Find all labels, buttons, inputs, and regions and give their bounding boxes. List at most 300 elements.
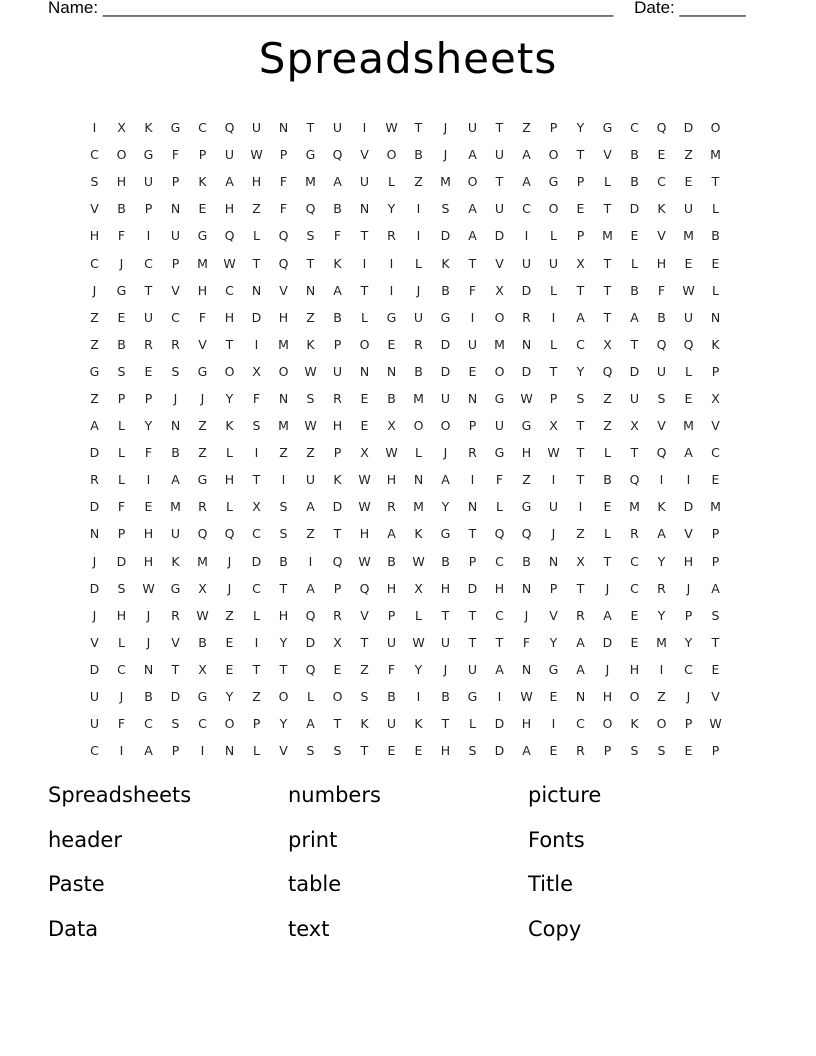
- grid-letter: C: [630, 120, 639, 136]
- grid-letter: Q: [656, 336, 667, 352]
- grid-letter: O: [548, 147, 559, 163]
- grid-letter: D: [494, 743, 505, 759]
- grid-letter: K: [711, 336, 720, 352]
- grid-letter: E: [549, 689, 558, 705]
- grid-letter: M: [278, 418, 289, 434]
- grid-letter: X: [495, 282, 504, 298]
- grid-letter: V: [279, 282, 288, 298]
- grid-letter: C: [198, 120, 207, 136]
- grid-letter: K: [333, 255, 342, 271]
- grid-letter: L: [712, 282, 719, 298]
- grid-letter: D: [116, 553, 127, 569]
- grid-letter: H: [278, 607, 289, 623]
- grid-letter: L: [226, 499, 233, 515]
- grid-letter: C: [252, 580, 261, 596]
- grid-letter: R: [144, 336, 153, 352]
- grid-letter: D: [521, 363, 532, 379]
- word-list-item: numbers: [288, 783, 381, 807]
- grid-letter: M: [170, 499, 181, 515]
- grid-letter: T: [144, 282, 153, 298]
- grid-letter: R: [171, 336, 180, 352]
- grid-letter: A: [711, 580, 720, 596]
- grid-letter: W: [547, 445, 560, 461]
- grid-letter: T: [630, 445, 639, 461]
- grid-letter: Q: [359, 580, 370, 596]
- grid-letter: J: [416, 282, 421, 298]
- grid-letter: D: [440, 363, 451, 379]
- grid-letter: E: [144, 363, 153, 379]
- grid-letter: T: [576, 472, 585, 488]
- grid-letter: S: [333, 743, 342, 759]
- grid-letter: T: [603, 282, 612, 298]
- grid-letter: P: [684, 607, 693, 623]
- grid-letter: C: [576, 716, 585, 732]
- grid-letter: B: [441, 553, 450, 569]
- grid-letter: U: [629, 390, 640, 406]
- grid-letter: C: [90, 147, 99, 163]
- grid-letter: G: [170, 120, 181, 136]
- grid-letter: G: [305, 147, 316, 163]
- grid-letter: M: [305, 174, 316, 190]
- grid-letter: Q: [332, 147, 343, 163]
- grid-letter: K: [441, 255, 450, 271]
- grid-letter: G: [440, 526, 451, 542]
- grid-letter: W: [412, 634, 425, 650]
- grid-letter: P: [333, 336, 342, 352]
- grid-letter: D: [494, 228, 505, 244]
- grid-letter: R: [522, 309, 531, 325]
- grid-letter: L: [361, 309, 368, 325]
- grid-letter: U: [494, 201, 505, 217]
- word-list-item: Data: [48, 916, 99, 941]
- grid-letter: A: [90, 418, 99, 434]
- grid-letter: P: [117, 390, 126, 406]
- grid-letter: W: [142, 580, 155, 596]
- grid-letter: Y: [225, 390, 234, 406]
- grid-letter: E: [684, 390, 693, 406]
- grid-letter: X: [198, 661, 207, 677]
- grid-letter: C: [252, 526, 261, 542]
- grid-letter: A: [495, 661, 504, 677]
- grid-letter: A: [333, 174, 342, 190]
- grid-letter: W: [358, 472, 371, 488]
- grid-letter: D: [683, 499, 694, 515]
- grid-letter: Q: [305, 607, 316, 623]
- grid-letter: U: [467, 336, 478, 352]
- grid-letter: D: [89, 499, 100, 515]
- grid-letter: U: [521, 255, 532, 271]
- grid-letter: J: [173, 390, 178, 406]
- grid-letter: X: [252, 363, 261, 379]
- grid-letter: N: [521, 661, 532, 677]
- grid-letter: T: [360, 228, 369, 244]
- grid-letter: P: [684, 716, 693, 732]
- grid-letter: A: [684, 445, 693, 461]
- grid-letter: N: [386, 363, 397, 379]
- grid-letter: H: [359, 526, 370, 542]
- grid-letter: B: [630, 147, 639, 163]
- grid-letter: M: [197, 553, 208, 569]
- grid-letter: W: [196, 607, 209, 623]
- grid-letter: J: [443, 661, 448, 677]
- grid-letter: S: [360, 689, 369, 705]
- grid-letter: X: [117, 120, 126, 136]
- grid-letter: Q: [305, 201, 316, 217]
- grid-letter: L: [253, 743, 260, 759]
- grid-letter: W: [223, 255, 236, 271]
- grid-letter: A: [306, 580, 315, 596]
- grid-letter: N: [521, 336, 532, 352]
- grid-letter: I: [254, 336, 259, 352]
- grid-letter: J: [443, 120, 448, 136]
- grid-letter: O: [494, 363, 505, 379]
- grid-letter: B: [387, 689, 396, 705]
- grid-letter: I: [524, 228, 529, 244]
- word-list-item: Fonts: [528, 827, 585, 852]
- grid-letter: N: [548, 553, 559, 569]
- grid-letter: E: [225, 634, 234, 650]
- grid-letter: Q: [305, 661, 316, 677]
- grid-letter: T: [333, 716, 342, 732]
- name-blank: ______________________________________________________: [102, 0, 614, 17]
- grid-letter: K: [414, 716, 423, 732]
- grid-letter: A: [522, 147, 531, 163]
- grid-letter: T: [468, 634, 477, 650]
- grid-letter: U: [170, 526, 181, 542]
- grid-letter: S: [117, 363, 126, 379]
- grid-letter: G: [197, 228, 208, 244]
- grid-letter: V: [657, 418, 666, 434]
- grid-letter: E: [576, 201, 585, 217]
- grid-letter: E: [630, 634, 639, 650]
- grid-letter: V: [198, 336, 207, 352]
- grid-letter: L: [415, 255, 422, 271]
- word-list-item: Copy: [528, 916, 582, 941]
- grid-letter: Q: [656, 120, 667, 136]
- grid-letter: B: [603, 472, 612, 488]
- grid-letter: S: [306, 390, 315, 406]
- grid-letter: G: [440, 309, 451, 325]
- grid-letter: M: [683, 418, 694, 434]
- grid-letter: V: [549, 607, 558, 623]
- grid-letter: J: [200, 390, 205, 406]
- grid-letter: T: [252, 661, 261, 677]
- word-list-item: Title: [528, 872, 574, 896]
- grid-letter: H: [494, 580, 505, 596]
- grid-letter: L: [631, 255, 638, 271]
- grid-letter: I: [362, 255, 367, 271]
- grid-letter: U: [413, 309, 424, 325]
- grid-letter: U: [305, 472, 316, 488]
- grid-letter: X: [414, 580, 423, 596]
- grid-letter: H: [197, 282, 208, 298]
- grid-letter: Y: [684, 634, 693, 650]
- grid-letter: E: [630, 228, 639, 244]
- grid-letter: S: [306, 228, 315, 244]
- grid-letter: S: [711, 607, 720, 623]
- grid-letter: I: [659, 472, 664, 488]
- grid-letter: L: [118, 445, 125, 461]
- grid-letter: Q: [224, 120, 235, 136]
- grid-letter: C: [144, 255, 153, 271]
- grid-letter: E: [117, 309, 126, 325]
- grid-letter: G: [116, 282, 127, 298]
- grid-letter: F: [144, 445, 153, 461]
- grid-letter: Z: [90, 336, 99, 352]
- grid-letter: Z: [576, 526, 585, 542]
- grid-letter: E: [684, 174, 693, 190]
- grid-letter: H: [440, 743, 451, 759]
- grid-letter: T: [495, 174, 504, 190]
- grid-letter: Q: [332, 553, 343, 569]
- grid-letter: S: [306, 743, 315, 759]
- grid-letter: Z: [522, 120, 531, 136]
- grid-letter: Z: [306, 526, 315, 542]
- grid-letter: Y: [279, 634, 288, 650]
- grid-letter: H: [278, 309, 289, 325]
- grid-letter: L: [226, 445, 233, 461]
- grid-letter: L: [307, 689, 314, 705]
- grid-letter: S: [171, 716, 180, 732]
- grid-letter: W: [385, 445, 398, 461]
- grid-letter: A: [576, 634, 585, 650]
- grid-letter: Z: [657, 689, 666, 705]
- grid-letter: M: [413, 390, 424, 406]
- grid-letter: A: [468, 201, 477, 217]
- grid-letter: G: [386, 309, 397, 325]
- grid-letter: M: [278, 336, 289, 352]
- grid-letter: V: [684, 526, 693, 542]
- grid-letter: Y: [576, 363, 585, 379]
- grid-letter: X: [549, 418, 558, 434]
- grid-letter: D: [467, 580, 478, 596]
- grid-letter: L: [253, 607, 260, 623]
- grid-letter: B: [441, 689, 450, 705]
- grid-letter: V: [171, 634, 180, 650]
- grid-letter: Z: [360, 661, 369, 677]
- grid-letter: I: [416, 689, 421, 705]
- grid-letter: Y: [414, 661, 423, 677]
- grid-letter: V: [657, 228, 666, 244]
- grid-letter: Z: [198, 418, 207, 434]
- grid-letter: Z: [414, 174, 423, 190]
- grid-letter: S: [630, 743, 639, 759]
- grid-letter: M: [710, 147, 721, 163]
- grid-letter: D: [89, 661, 100, 677]
- grid-letter: G: [170, 580, 181, 596]
- grid-letter: U: [683, 201, 694, 217]
- grid-letter: C: [117, 661, 126, 677]
- grid-letter: T: [603, 309, 612, 325]
- grid-letter: U: [251, 120, 262, 136]
- grid-letter: B: [387, 553, 396, 569]
- grid-letter: H: [440, 580, 451, 596]
- grid-letter: D: [440, 228, 451, 244]
- date-blank: _______: [679, 0, 746, 17]
- grid-letter: T: [549, 363, 558, 379]
- grid-letter: S: [279, 499, 288, 515]
- grid-letter: F: [117, 499, 126, 515]
- grid-letter: B: [414, 147, 423, 163]
- grid-letter: T: [630, 336, 639, 352]
- grid-letter: S: [171, 363, 180, 379]
- grid-letter: C: [198, 716, 207, 732]
- grid-letter: N: [575, 689, 586, 705]
- grid-letter: H: [143, 553, 154, 569]
- grid-letter: V: [171, 282, 180, 298]
- grid-letter: I: [389, 255, 394, 271]
- grid-letter: M: [440, 174, 451, 190]
- grid-letter: A: [468, 147, 477, 163]
- grid-letter: U: [170, 228, 181, 244]
- grid-letter: R: [414, 336, 423, 352]
- grid-letter: N: [170, 201, 181, 217]
- grid-letter: E: [684, 255, 693, 271]
- grid-letter: I: [659, 661, 664, 677]
- grid-letter: L: [118, 418, 125, 434]
- word-list-item: picture: [528, 783, 602, 807]
- grid-letter: L: [415, 445, 422, 461]
- grid-letter: L: [712, 201, 719, 217]
- grid-letter: L: [550, 336, 557, 352]
- grid-letter: S: [279, 526, 288, 542]
- grid-letter: I: [416, 228, 421, 244]
- grid-letter: T: [603, 201, 612, 217]
- grid-letter: H: [224, 309, 235, 325]
- grid-letter: J: [119, 689, 124, 705]
- grid-letter: H: [521, 716, 532, 732]
- grid-letter: F: [333, 228, 342, 244]
- grid-letter: G: [548, 661, 559, 677]
- grid-letter: V: [360, 147, 369, 163]
- grid-letter: H: [116, 607, 127, 623]
- grid-letter: T: [360, 282, 369, 298]
- grid-letter: O: [656, 716, 667, 732]
- grid-letter: N: [467, 390, 478, 406]
- grid-letter: T: [576, 282, 585, 298]
- grid-letter: H: [602, 689, 613, 705]
- grid-letter: P: [117, 526, 126, 542]
- grid-letter: P: [387, 607, 396, 623]
- grid-letter: F: [171, 147, 180, 163]
- grid-letter: N: [278, 120, 289, 136]
- grid-letter: G: [494, 445, 505, 461]
- grid-letter: H: [521, 445, 532, 461]
- grid-letter: D: [305, 634, 316, 650]
- grid-letter: C: [576, 336, 585, 352]
- grid-letter: P: [144, 390, 153, 406]
- grid-letter: T: [306, 255, 315, 271]
- grid-letter: I: [92, 120, 97, 136]
- grid-letter: R: [171, 607, 180, 623]
- grid-letter: E: [387, 336, 396, 352]
- grid-letter: A: [522, 174, 531, 190]
- grid-letter: G: [143, 147, 154, 163]
- grid-letter: I: [281, 472, 286, 488]
- grid-letter: T: [225, 336, 234, 352]
- grid-letter: I: [470, 309, 475, 325]
- grid-letter: E: [711, 255, 720, 271]
- grid-letter: Y: [387, 201, 396, 217]
- grid-letter: H: [332, 418, 343, 434]
- grid-letter: U: [89, 689, 100, 705]
- grid-letter: K: [198, 174, 207, 190]
- grid-letter: V: [279, 743, 288, 759]
- grid-letter: U: [467, 120, 478, 136]
- grid-letter: M: [629, 499, 640, 515]
- grid-letter: A: [576, 309, 585, 325]
- grid-letter: C: [657, 174, 666, 190]
- grid-letter: B: [522, 553, 531, 569]
- grid-letter: F: [468, 282, 477, 298]
- grid-letter: R: [387, 499, 396, 515]
- grid-letter: L: [550, 228, 557, 244]
- grid-letter: P: [711, 743, 720, 759]
- grid-letter: O: [440, 418, 451, 434]
- grid-letter: E: [711, 661, 720, 677]
- grid-letter: E: [387, 743, 396, 759]
- grid-letter: X: [576, 553, 585, 569]
- grid-letter: F: [522, 634, 531, 650]
- grid-letter: S: [468, 743, 477, 759]
- grid-letter: P: [549, 580, 558, 596]
- grid-letter: U: [548, 255, 559, 271]
- grid-letter: H: [251, 174, 262, 190]
- grid-letter: B: [657, 309, 666, 325]
- word-list-item: Spreadsheets: [48, 783, 192, 807]
- grid-letter: T: [576, 147, 585, 163]
- grid-letter: O: [602, 716, 613, 732]
- grid-letter: S: [657, 743, 666, 759]
- grid-letter: R: [468, 445, 477, 461]
- grid-letter: I: [254, 634, 259, 650]
- grid-letter: W: [358, 499, 371, 515]
- grid-letter: B: [117, 201, 126, 217]
- grid-letter: L: [604, 174, 611, 190]
- grid-letter: B: [117, 336, 126, 352]
- grid-letter: Y: [657, 607, 666, 623]
- grid-letter: W: [250, 147, 263, 163]
- grid-letter: X: [603, 336, 612, 352]
- grid-letter: E: [468, 363, 477, 379]
- grid-letter: A: [522, 743, 531, 759]
- grid-letter: E: [360, 390, 369, 406]
- grid-letter: K: [306, 336, 315, 352]
- grid-letter: D: [629, 363, 640, 379]
- grid-letter: P: [468, 418, 477, 434]
- grid-letter: T: [414, 120, 423, 136]
- grid-letter: Z: [252, 689, 261, 705]
- grid-letter: L: [604, 526, 611, 542]
- grid-letter: T: [279, 580, 288, 596]
- grid-letter: Q: [683, 336, 694, 352]
- grid-letter: N: [359, 201, 370, 217]
- grid-letter: B: [279, 553, 288, 569]
- grid-letter: V: [711, 418, 720, 434]
- name-label: Name:: [48, 0, 99, 17]
- grid-letter: T: [441, 716, 450, 732]
- grid-letter: U: [494, 147, 505, 163]
- date-label: Date:: [634, 0, 675, 17]
- grid-letter: J: [227, 553, 232, 569]
- grid-letter: G: [467, 689, 478, 705]
- grid-letter: R: [333, 390, 342, 406]
- grid-letter: Y: [144, 418, 153, 434]
- grid-letter: U: [467, 661, 478, 677]
- grid-letter: E: [684, 743, 693, 759]
- grid-letter: R: [657, 580, 666, 596]
- grid-letter: D: [170, 689, 181, 705]
